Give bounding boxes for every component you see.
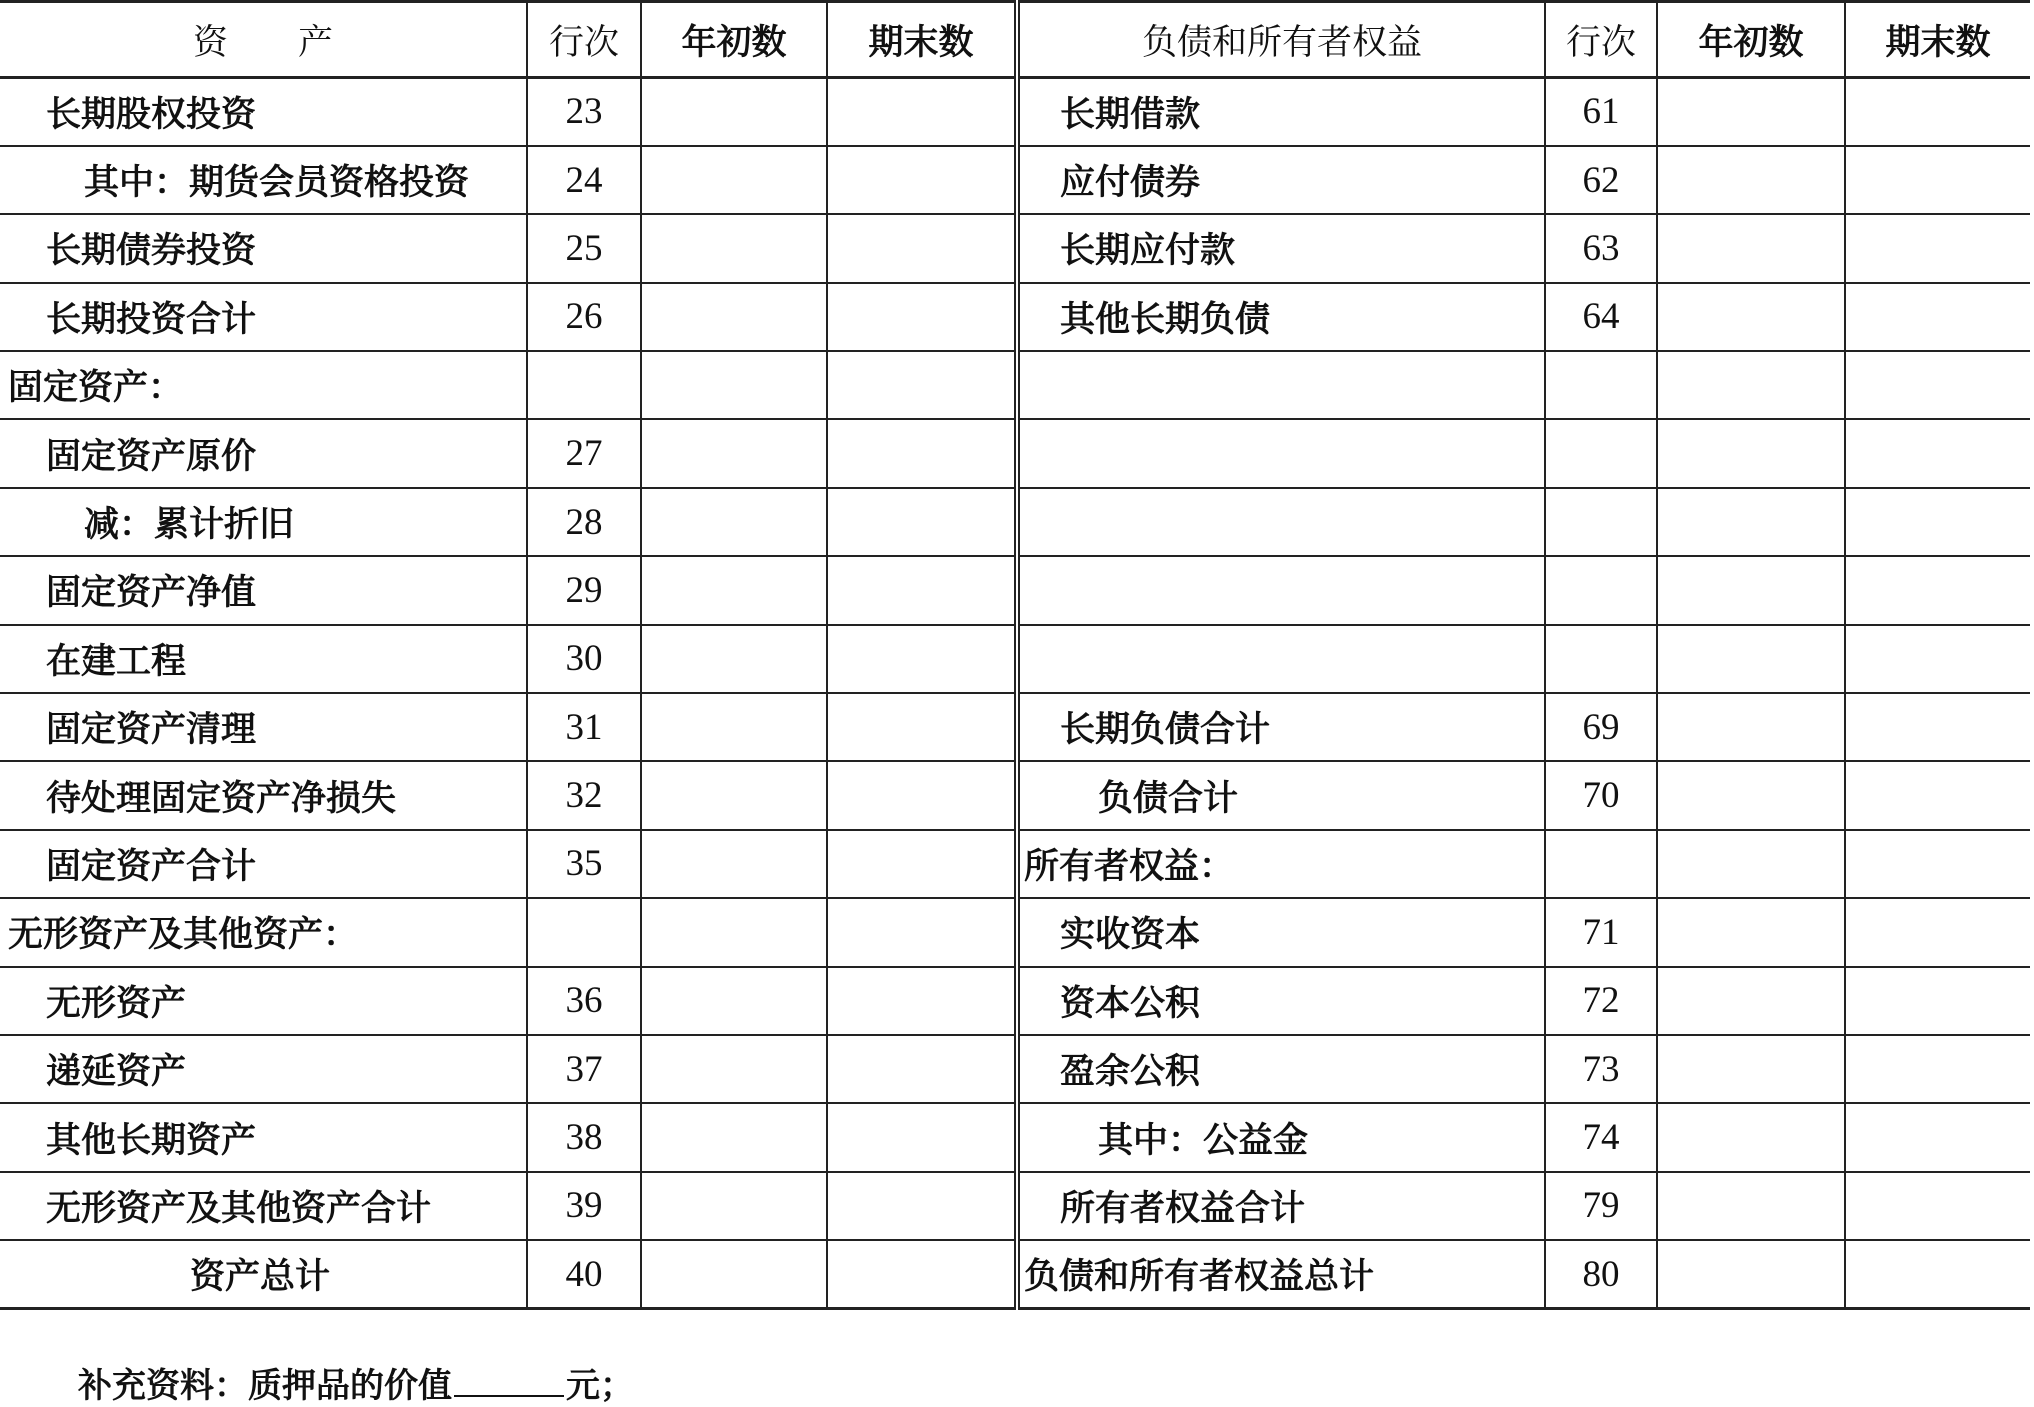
liability-row-no: 70 (1545, 761, 1657, 829)
liability-label (1017, 351, 1545, 419)
asset-end-cell (827, 1103, 1017, 1171)
table-row (0, 78, 2030, 146)
liability-end-cell (1845, 830, 2030, 898)
header-row (0, 2, 2030, 78)
liability-begin-cell (1657, 761, 1845, 829)
liability-label: 其他长期负债 (1017, 283, 1545, 351)
liability-begin-cell (1657, 693, 1845, 761)
asset-row-no: 37 (527, 1035, 641, 1103)
liability-row-no: 73 (1545, 1035, 1657, 1103)
asset-begin-cell (641, 898, 827, 966)
asset-end-cell (827, 967, 1017, 1035)
asset-begin-cell (641, 78, 827, 146)
liability-row-no: 62 (1545, 146, 1657, 214)
liability-label: 所有者权益： (1017, 830, 1545, 898)
table-row (0, 693, 2030, 761)
asset-label: 在建工程 (0, 625, 527, 693)
asset-end-cell (827, 556, 1017, 624)
liability-row-no: 72 (1545, 967, 1657, 1035)
liability-row-no: 69 (1545, 693, 1657, 761)
header-begin: 年初数 (641, 2, 827, 78)
asset-label: 长期股权投资 (0, 78, 527, 146)
liability-label (1017, 488, 1545, 556)
liability-begin-cell (1657, 556, 1845, 624)
liability-end-cell (1845, 1172, 2030, 1240)
liability-end-cell (1845, 1240, 2030, 1308)
liability-end-cell (1845, 1103, 2030, 1171)
table-row (0, 351, 2030, 419)
asset-label: 无形资产及其他资产： (0, 898, 527, 966)
liability-row-no: 79 (1545, 1172, 1657, 1240)
asset-label: 待处理固定资产净损失 (0, 761, 527, 829)
asset-begin-cell (641, 556, 827, 624)
asset-end-cell (827, 1240, 1017, 1308)
note-suffix: 元； (566, 1366, 634, 1406)
liability-label (1017, 556, 1545, 624)
liability-label: 负债和所有者权益总计 (1017, 1240, 1545, 1308)
header-end: 期末数 (827, 2, 1017, 78)
header-row-no-right: 行次 (1545, 2, 1657, 78)
table-row (0, 898, 2030, 966)
liability-row-no: 63 (1545, 214, 1657, 282)
liability-begin-cell (1657, 488, 1845, 556)
asset-label: 递延资产 (0, 1035, 527, 1103)
asset-row-no: 31 (527, 693, 641, 761)
liability-begin-cell (1657, 78, 1845, 146)
header-begin-right: 年初数 (1657, 2, 1845, 78)
liability-end-cell (1845, 556, 2030, 624)
asset-begin-cell (641, 1035, 827, 1103)
liability-label: 长期负债合计 (1017, 693, 1545, 761)
liability-row-no: 64 (1545, 283, 1657, 351)
liability-begin-cell (1657, 351, 1845, 419)
asset-row-no (527, 898, 641, 966)
asset-row-no: 23 (527, 78, 641, 146)
liability-end-cell (1845, 693, 2030, 761)
liability-begin-cell (1657, 898, 1845, 966)
liability-row-no (1545, 419, 1657, 487)
liability-row-no: 61 (1545, 78, 1657, 146)
asset-end-cell (827, 693, 1017, 761)
asset-row-no: 28 (527, 488, 641, 556)
asset-row-no: 30 (527, 625, 641, 693)
header-assets: 资 产 (0, 2, 527, 78)
liability-begin-cell (1657, 1035, 1845, 1103)
asset-label: 固定资产净值 (0, 556, 527, 624)
asset-row-no: 40 (527, 1240, 641, 1308)
liability-end-cell (1845, 761, 2030, 829)
asset-row-no: 29 (527, 556, 641, 624)
table-row (0, 556, 2030, 624)
liability-row-no: 74 (1545, 1103, 1657, 1171)
asset-row-no: 26 (527, 283, 641, 351)
asset-label: 固定资产清理 (0, 693, 527, 761)
liability-begin-cell (1657, 1240, 1845, 1308)
liability-row-no: 71 (1545, 898, 1657, 966)
asset-row-no (527, 351, 641, 419)
table-row (0, 283, 2030, 351)
asset-begin-cell (641, 693, 827, 761)
asset-label: 固定资产： (0, 351, 527, 419)
liability-label: 应付债券 (1017, 146, 1545, 214)
asset-label: 资产总计 (0, 1240, 527, 1308)
asset-row-no: 36 (527, 967, 641, 1035)
liability-row-no: 80 (1545, 1240, 1657, 1308)
asset-begin-cell (641, 214, 827, 282)
asset-row-no: 32 (527, 761, 641, 829)
liability-begin-cell (1657, 283, 1845, 351)
liability-label: 实收资本 (1017, 898, 1545, 966)
liability-end-cell (1845, 283, 2030, 351)
asset-begin-cell (641, 1172, 827, 1240)
liability-begin-cell (1657, 625, 1845, 693)
liability-label: 盈余公积 (1017, 1035, 1545, 1103)
liability-label: 资本公积 (1017, 967, 1545, 1035)
liability-label: 其中：公益金 (1017, 1103, 1545, 1171)
liability-row-no (1545, 625, 1657, 693)
table-row (0, 830, 2030, 898)
header-end-right: 期末数 (1845, 2, 2030, 78)
asset-end-cell (827, 761, 1017, 829)
asset-label: 其中：期货会员资格投资 (0, 146, 527, 214)
asset-label: 无形资产 (0, 967, 527, 1035)
liability-row-no (1545, 830, 1657, 898)
liability-end-cell (1845, 78, 2030, 146)
liability-end-cell (1845, 146, 2030, 214)
liability-begin-cell (1657, 830, 1845, 898)
liability-label (1017, 419, 1545, 487)
liability-end-cell (1845, 967, 2030, 1035)
table-row (0, 1035, 2030, 1103)
asset-begin-cell (641, 146, 827, 214)
liability-begin-cell (1657, 146, 1845, 214)
table-row (0, 967, 2030, 1035)
liability-row-no (1545, 556, 1657, 624)
liability-label: 负债合计 (1017, 761, 1545, 829)
asset-label: 固定资产原价 (0, 419, 527, 487)
asset-end-cell (827, 283, 1017, 351)
value-blank (454, 1365, 564, 1397)
table-row (0, 1103, 2030, 1171)
asset-row-no: 24 (527, 146, 641, 214)
asset-label: 无形资产及其他资产合计 (0, 1172, 527, 1240)
asset-row-no: 39 (527, 1172, 641, 1240)
asset-label: 长期投资合计 (0, 283, 527, 351)
asset-label: 长期债券投资 (0, 214, 527, 282)
liability-begin-cell (1657, 1103, 1845, 1171)
asset-label: 固定资产合计 (0, 830, 527, 898)
liability-end-cell (1845, 1035, 2030, 1103)
liability-row-no (1545, 351, 1657, 419)
asset-begin-cell (641, 488, 827, 556)
table-row (0, 419, 2030, 487)
table-row (0, 761, 2030, 829)
liability-begin-cell (1657, 214, 1845, 282)
header-row-no: 行次 (527, 2, 641, 78)
asset-end-cell (827, 1172, 1017, 1240)
asset-end-cell (827, 146, 1017, 214)
asset-row-no: 25 (527, 214, 641, 282)
table-row (0, 1240, 2030, 1308)
asset-end-cell (827, 214, 1017, 282)
table-row (0, 1172, 2030, 1240)
asset-end-cell (827, 488, 1017, 556)
asset-row-no: 38 (527, 1103, 641, 1171)
asset-begin-cell (641, 967, 827, 1035)
asset-begin-cell (641, 1240, 827, 1308)
table-row (0, 625, 2030, 693)
asset-end-cell (827, 830, 1017, 898)
liability-end-cell (1845, 351, 2030, 419)
asset-row-no: 35 (527, 830, 641, 898)
asset-begin-cell (641, 283, 827, 351)
asset-begin-cell (641, 1103, 827, 1171)
liability-end-cell (1845, 625, 2030, 693)
asset-end-cell (827, 898, 1017, 966)
liability-label: 长期借款 (1017, 78, 1545, 146)
asset-begin-cell (641, 351, 827, 419)
liability-end-cell (1845, 898, 2030, 966)
asset-begin-cell (641, 761, 827, 829)
asset-end-cell (827, 419, 1017, 487)
asset-label: 减：累计折旧 (0, 488, 527, 556)
liability-row-no (1545, 488, 1657, 556)
asset-begin-cell (641, 419, 827, 487)
table-row (0, 488, 2030, 556)
liability-label (1017, 625, 1545, 693)
supplementary-note (78, 1358, 634, 1407)
liability-begin-cell (1657, 1172, 1845, 1240)
header-liabilities: 负债和所有者权益 (1017, 2, 1545, 78)
asset-begin-cell (641, 830, 827, 898)
asset-row-no: 27 (527, 419, 641, 487)
liability-end-cell (1845, 488, 2030, 556)
table-row (0, 146, 2030, 214)
asset-label: 其他长期资产 (0, 1103, 527, 1171)
liability-begin-cell (1657, 967, 1845, 1035)
table-row (0, 214, 2030, 282)
asset-end-cell (827, 351, 1017, 419)
asset-end-cell (827, 1035, 1017, 1103)
liability-label: 所有者权益合计 (1017, 1172, 1545, 1240)
asset-end-cell (827, 78, 1017, 146)
liability-begin-cell (1657, 419, 1845, 487)
note-prefix: 补充资料：质押品的价值 (78, 1366, 452, 1406)
asset-end-cell (827, 625, 1017, 693)
liability-label: 长期应付款 (1017, 214, 1545, 282)
asset-begin-cell (641, 625, 827, 693)
liability-end-cell (1845, 419, 2030, 487)
liability-end-cell (1845, 214, 2030, 282)
